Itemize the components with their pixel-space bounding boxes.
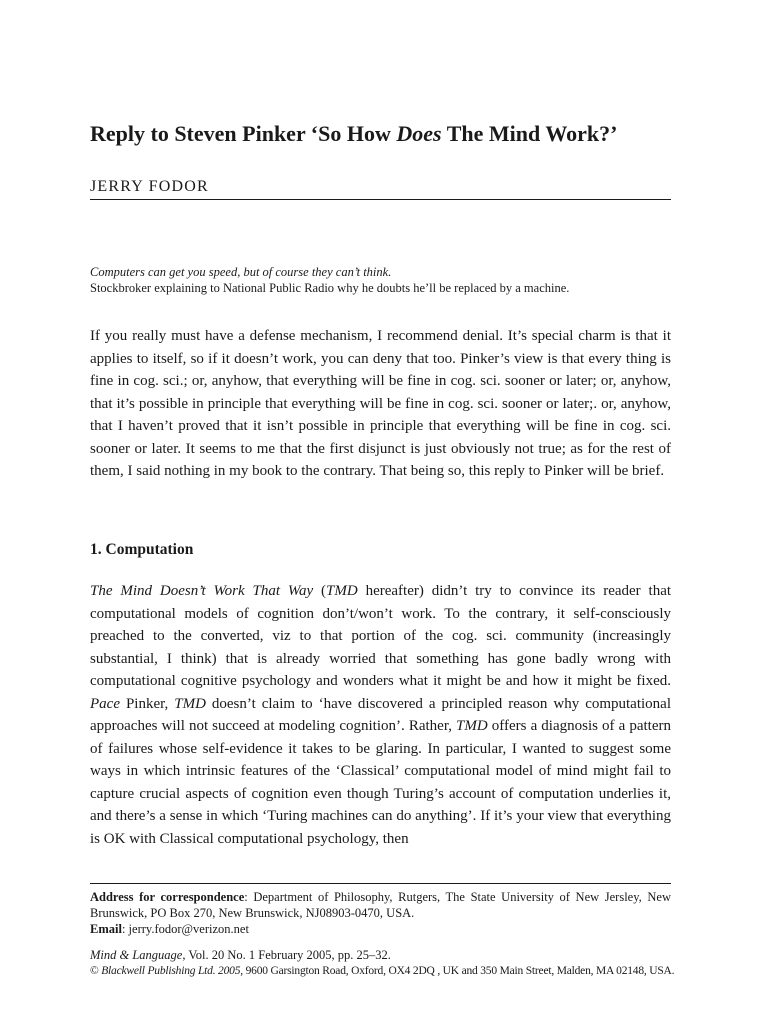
copyright-symbol: © (90, 965, 99, 977)
epigraph (90, 264, 670, 296)
paragraph-text: ( (313, 583, 327, 599)
copyright-line (90, 963, 675, 979)
address-label: Address for correspondence (90, 890, 245, 904)
journal-info: , Vol. 20 No. 1 February 2005, pp. 25–32. (182, 948, 391, 962)
epigraph-attribution: Stockbroker explaining to National Public Radio why he doubts he’ll be replaced by a machine. (90, 281, 570, 295)
author-name: JERRY FODOR (90, 178, 209, 195)
publisher-name: Blackwell Publishing Ltd. 2005 (101, 965, 241, 977)
latin-term: Pace (90, 695, 120, 712)
journal-name: Mind & Language (90, 948, 183, 962)
title-text-part1: Reply to Steven Pinker ‘So How (90, 121, 397, 146)
paragraph-text: hereafter) didn’t try to convince its reader that computational models of cognition don’t/won’t work. To the contrary, it self-consciously preached to the converted, viz to that portion of the cog. sci. community (increasingly substantial, I think) that is already worried that something has gone badly wrong with computational cognitive psychology and wonders what it might be and how it might be fixed. (90, 583, 672, 689)
abbreviation: TMD (326, 583, 358, 599)
epigraph-quote: Computers can get you speed, but of course they can’t think. (90, 265, 392, 279)
correspondence-address (90, 889, 671, 921)
section-paragraph (90, 580, 671, 850)
paragraph-text: Pinker, (119, 695, 175, 712)
correspondence-email (90, 921, 671, 937)
email-label: Email (90, 922, 122, 936)
intro-paragraph: If you really must have a defense mechanism, I recommend denial. It’s special charm is that it applies to itself, so if it doesn’t work, you can deny that too. Pinker’s view is that every thing is fine in cog. sci.; or, anyhow, that everything will be fine in cog. sci. sooner or later; or, anyhow, that it’s possible in principle that everything will be fine in cog. sci. sooner or later;. or, anyhow, that I haven’t proved that it isn’t possible in principle that everything will be fine in cog. sci. sooner or later. It seems to me that the first disjunct is just obviously not true; as for the rest of them, I said nothing in my book to the contrary. That being so, this reply to Pinker will be brief. (90, 328, 671, 479)
address-text: : Department of Philosophy, Rutgers, The State University of New Jersley, New Brunswick, PO Box 270, New Brunswick, NJ08903-0470, USA. (90, 890, 671, 920)
book-title: The Mind Doesn’t Work That Way (90, 583, 314, 599)
email-text: : jerry.fodor@verizon.net (121, 922, 249, 936)
publisher-address: , 9600 Garsington Road, Oxford, OX4 2DQ , UK and 350 Main Street, Malden, MA 02148, USA. (240, 965, 675, 977)
article-title (90, 120, 690, 147)
paragraph-text: doesn’t claim to ‘have discovered a principled reason why computational approaches will not succeed at modeling cognition’. Rather, (90, 695, 671, 734)
abbreviation: TMD (174, 695, 206, 712)
title-divider (90, 199, 671, 200)
title-text-part2: The Mind Work?’ (441, 121, 618, 146)
title-emphasis: Does (396, 121, 442, 146)
journal-citation (90, 947, 671, 963)
section-heading: 1. Computation (90, 541, 194, 558)
footer-divider (90, 883, 671, 884)
abbreviation: TMD (456, 718, 488, 734)
paragraph-text: offers a diagnosis of a pattern of failures whose self-evidence it takes to be glaring. In particular, I wanted to suggest some ways in which intrinsic features of the ‘Classical’ computational model of mind might fail to capture crucial aspects of cognition even though Turing’s account of computation underlies it, and there’s a sense in which ‘Turing machines can do anything’. If it’s your view that everything is OK with Classical computational psychology, then (90, 718, 671, 847)
